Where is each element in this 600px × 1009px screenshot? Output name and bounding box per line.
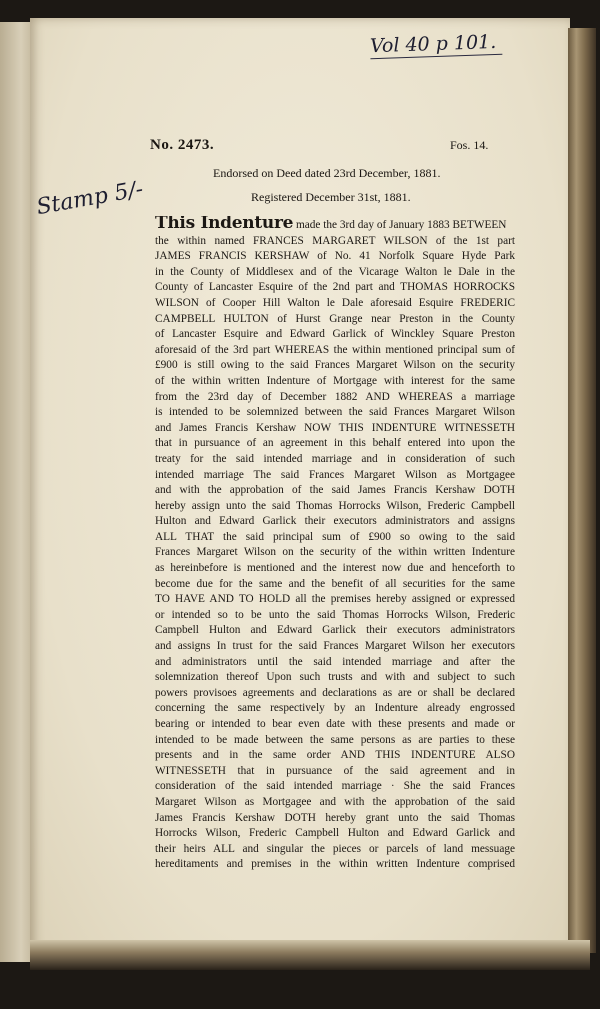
- opening-line-text: made the 3rd day of January 1883 BETWEEN: [295, 219, 507, 231]
- book-spine-edge: [568, 28, 596, 953]
- deed-line: treaty for the said intended marriage and in consideration of such: [155, 452, 515, 465]
- deed-line: of the within written Indenture of Mortgage with interest for the same: [155, 374, 515, 387]
- deed-line: hereditaments and premises in the within written Indenture comprised: [155, 858, 515, 871]
- deed-line: and administrators until the said intended marriage and after the: [155, 655, 515, 668]
- deed-line: presents and in the same order AND THIS INDENTURE ALSO: [155, 749, 515, 762]
- deed-line: Margaret Wilson as Mortgagee and with the approbation of the said: [155, 795, 515, 808]
- deed-line: intended to be made between the same persons as are parties to these: [155, 733, 515, 746]
- deed-line: is intended to be solemnized between the said Frances Margaret Wilson: [155, 406, 515, 419]
- deed-line: in the County of Middlesex and of the Vicarage Walton le Dale in the: [155, 265, 515, 278]
- deed-line: consideration of the said intended marriage · She the said Frances: [155, 780, 515, 793]
- deed-line: solemnization thereof Upon such trusts and with and subject to such: [155, 671, 515, 684]
- deed-line: WILSON of Cooper Hill Walton le Dale aforesaid Esquire FREDERIC: [155, 296, 515, 309]
- document-number: No. 2473.: [150, 137, 215, 153]
- deed-line: powers provisoes agreements and declarations as are or shall be declared: [155, 686, 515, 699]
- deed-line: and with the approbation of the said James Francis Kershaw DOTH: [155, 484, 515, 497]
- registration-line: Registered December 31st, 1881.: [251, 190, 411, 204]
- deed-line: James Francis Kershaw DOTH hereby grant unto the said Thomas: [155, 811, 515, 824]
- deed-line: aforesaid of the 3rd part WHEREAS the within mentioned principal sum of: [155, 343, 515, 356]
- deed-line: their heirs ALL and singular the pieces or parcels of land messuage: [155, 842, 515, 855]
- deed-line: ALL THAT the said principal sum of £900 so owing to the said: [155, 530, 515, 543]
- deed-line: as hereinbefore is mentioned and the interest now due and henceforth to: [155, 562, 515, 575]
- deed-line: Campbell Hulton and Edward Garlick their executors administrators: [155, 624, 515, 637]
- facing-page-edge: [0, 22, 30, 962]
- deed-line: TO HAVE AND TO HOLD all the premises hereby assigned or expressed: [155, 593, 515, 606]
- deed-line: concerning the same respectively by an Indenture already engrossed: [155, 702, 515, 715]
- deed-line: that in pursuance of an agreement in this behalf entered into upon the: [155, 437, 515, 450]
- deed-line: CAMPBELL HULTON of Hurst Grange near Preston in the County: [155, 312, 515, 325]
- endorsement-line: Endorsed on Deed dated 23rd December, 1881.: [213, 166, 441, 180]
- page-bottom-edge: [30, 940, 590, 970]
- deed-line: Hulton and Edward Garlick their executors administrators and assigns: [155, 515, 515, 528]
- deed-line: Horrocks Wilson, Frederic Campbell Hulton and Edward Garlick and: [155, 827, 515, 840]
- stamp-duty-handwritten-note: Stamp 5/-: [34, 176, 146, 221]
- indenture-title: This Indenture: [155, 216, 294, 233]
- deed-line: from the 23rd day of December 1882 AND WHEREAS a marriage: [155, 390, 515, 403]
- deed-line: County of Lancaster Esquire of the 2nd part and THOMAS HORROCKS: [155, 281, 515, 294]
- volume-handwritten-note: Vol 40 p 101.: [370, 31, 503, 60]
- deed-line: and assigns In trust for the said Frances Margaret Wilson her executors: [155, 640, 515, 653]
- deed-line: intended marriage The said Frances Margaret Wilson as Mortgagee: [155, 468, 515, 481]
- indenture-opening-line: [155, 216, 515, 234]
- deed-line: hereby assign unto the said Thomas Horrocks Wilson, Frederic Campbell: [155, 499, 515, 512]
- deed-line: become due for the same and the benefit of all securities for the same: [155, 577, 515, 590]
- deed-line: bearing or intended to bear even date with these presents and made or: [155, 718, 515, 730]
- deed-line: £900 is still owing to the said Frances Margaret Wilson on the security: [155, 359, 515, 372]
- folios-count: Fos. 14.: [450, 138, 489, 152]
- deed-line: the within named FRANCES MARGARET WILSON of the 1st part: [155, 234, 515, 247]
- deed-line: or intended so to be unto the said Thomas Horrocks Wilson, Frederic: [155, 608, 515, 621]
- deed-line: of Lancaster Esquire and Edward Garlick of Winckley Square Preston: [155, 328, 515, 341]
- deed-line: WITNESSETH that in pursuance of the said agreement and in: [155, 764, 515, 777]
- deed-line: and James Francis Kershaw NOW THIS INDENTURE WITNESSETH: [155, 421, 515, 434]
- deed-line: JAMES FRANCIS KERSHAW of No. 41 Norfolk Square Hyde Park: [155, 250, 515, 263]
- deed-line: Frances Margaret Wilson on the security of the within written Indenture: [155, 546, 515, 559]
- indenture-body: [155, 216, 515, 873]
